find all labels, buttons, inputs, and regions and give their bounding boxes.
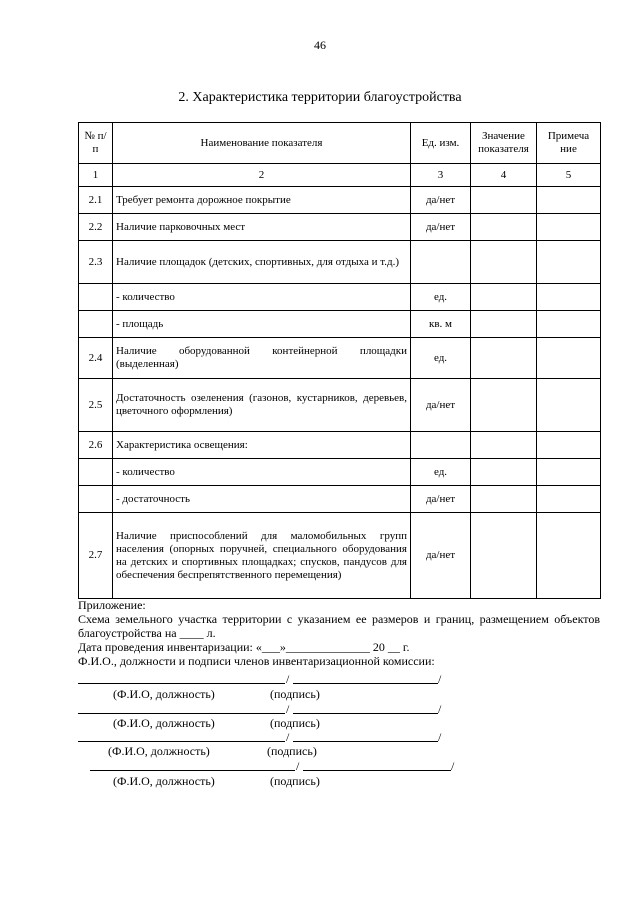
table-row xyxy=(79,284,601,311)
signature-line xyxy=(78,730,442,744)
row-number xyxy=(79,486,113,513)
section-title: 2. Характеристика территории благоустройства xyxy=(178,90,462,105)
row-value xyxy=(471,513,537,599)
row-note xyxy=(537,284,601,311)
row-number xyxy=(79,311,113,338)
row-number: 2.6 xyxy=(79,432,113,459)
scheme-text: Схема земельного участка территории с указанием ее размеров и границ, размещением объектов благоустройства на ____ л. xyxy=(78,612,600,640)
row-unit: да/нет xyxy=(411,214,471,241)
row-number: 2.5 xyxy=(79,379,113,432)
signature-slash: / xyxy=(286,672,290,686)
row-name: - площадь xyxy=(113,311,411,338)
row-unit: да/нет xyxy=(411,187,471,214)
row-value xyxy=(471,241,537,284)
fio-caption: (Ф.И.О, должность) xyxy=(108,744,210,758)
row-note xyxy=(537,241,601,284)
row-number xyxy=(79,284,113,311)
table-row xyxy=(79,241,601,284)
header-name: Наименование показателя xyxy=(113,123,411,164)
row-number xyxy=(79,459,113,486)
sign-caption: (подпись) xyxy=(270,687,320,701)
row-number: 2.3 xyxy=(79,241,113,284)
sign-caption: (подпись) xyxy=(270,716,320,730)
row-value xyxy=(471,311,537,338)
row-name: Достаточность озеленения (газонов, кустарников, деревьев, цветочного оформления) xyxy=(113,379,411,432)
row-name: Наличие парковочных мест xyxy=(113,214,411,241)
row-name: Наличие приспособлений для маломобильных групп населения (опорных поручней, специального оборудования на детских и спортивных площадках; спусков, пандусов для обеспечения беспрепятственного перемещения) xyxy=(113,513,411,599)
row-unit: ед. xyxy=(411,459,471,486)
fio-caption: (Ф.И.О, должность) xyxy=(113,716,215,730)
row-unit: да/нет xyxy=(411,486,471,513)
signature-slash: / xyxy=(451,759,455,773)
column-number: 3 xyxy=(411,164,471,187)
row-note xyxy=(537,379,601,432)
sign-caption: (подпись) xyxy=(267,744,317,758)
row-number: 2.4 xyxy=(79,338,113,379)
row-note xyxy=(537,187,601,214)
signature-slash: / xyxy=(438,702,442,716)
column-number: 1 xyxy=(79,164,113,187)
row-note xyxy=(537,432,601,459)
header-unit: Ед. изм. xyxy=(411,123,471,164)
row-note xyxy=(537,311,601,338)
row-note xyxy=(537,338,601,379)
commission-text: Ф.И.О., должности и подписи членов инвентаризационной комиссии: xyxy=(78,654,435,668)
row-value xyxy=(471,284,537,311)
signature-slash: / xyxy=(286,730,290,744)
row-unit: да/нет xyxy=(411,513,471,599)
table-row xyxy=(79,338,601,379)
appendix xyxy=(78,598,600,668)
row-value xyxy=(471,432,537,459)
row-number: 2.2 xyxy=(79,214,113,241)
row-value xyxy=(471,187,537,214)
signature-line xyxy=(78,672,442,686)
table-header-row xyxy=(79,123,601,164)
row-number: 2.7 xyxy=(79,513,113,599)
row-name: - количество xyxy=(113,284,411,311)
table-row xyxy=(79,379,601,432)
row-name: - количество xyxy=(113,459,411,486)
row-value xyxy=(471,486,537,513)
header-note: Примеча ние xyxy=(537,123,601,164)
date-text: Дата проведения инвентаризации: «___»______________ 20 __ г. xyxy=(78,640,410,654)
fio-caption: (Ф.И.О, должность) xyxy=(113,687,215,701)
row-name: Наличие оборудованной контейнерной площадки (выделенная) xyxy=(113,338,411,379)
row-unit: ед. xyxy=(411,338,471,379)
column-numbers-row xyxy=(79,164,601,187)
row-name: Наличие площадок (детских, спортивных, для отдыха и т.д.) xyxy=(113,241,411,284)
row-value xyxy=(471,338,537,379)
column-number: 5 xyxy=(537,164,601,187)
table-row xyxy=(79,311,601,338)
characteristics-table xyxy=(78,122,601,599)
row-unit xyxy=(411,241,471,284)
signature-slash: / xyxy=(296,759,300,773)
row-name: - достаточность xyxy=(113,486,411,513)
column-number: 4 xyxy=(471,164,537,187)
signature-slash: / xyxy=(286,702,290,716)
row-note xyxy=(537,214,601,241)
signature-line xyxy=(78,702,442,716)
page-number: 46 xyxy=(314,38,326,52)
header-num: № п/п xyxy=(79,123,113,164)
row-unit: кв. м xyxy=(411,311,471,338)
column-number: 2 xyxy=(113,164,411,187)
table-row xyxy=(79,486,601,513)
sign-caption: (подпись) xyxy=(270,774,320,788)
table-row xyxy=(79,459,601,486)
table-row xyxy=(79,513,601,599)
signature-slash: / xyxy=(438,672,442,686)
table-row xyxy=(79,432,601,459)
row-note xyxy=(537,513,601,599)
table-row xyxy=(79,214,601,241)
row-value xyxy=(471,459,537,486)
row-number: 2.1 xyxy=(79,187,113,214)
row-unit: да/нет xyxy=(411,379,471,432)
row-value xyxy=(471,214,537,241)
fio-caption: (Ф.И.О, должность) xyxy=(113,774,215,788)
row-note xyxy=(537,486,601,513)
row-unit: ед. xyxy=(411,284,471,311)
appendix-label: Приложение: xyxy=(78,598,146,612)
table-row xyxy=(79,187,601,214)
row-name: Требует ремонта дорожное покрытие xyxy=(113,187,411,214)
header-value: Значение показателя xyxy=(471,123,537,164)
signature-line xyxy=(90,759,455,773)
row-name: Характеристика освещения: xyxy=(113,432,411,459)
row-value xyxy=(471,379,537,432)
row-note xyxy=(537,459,601,486)
row-unit xyxy=(411,432,471,459)
signature-slash: / xyxy=(438,730,442,744)
